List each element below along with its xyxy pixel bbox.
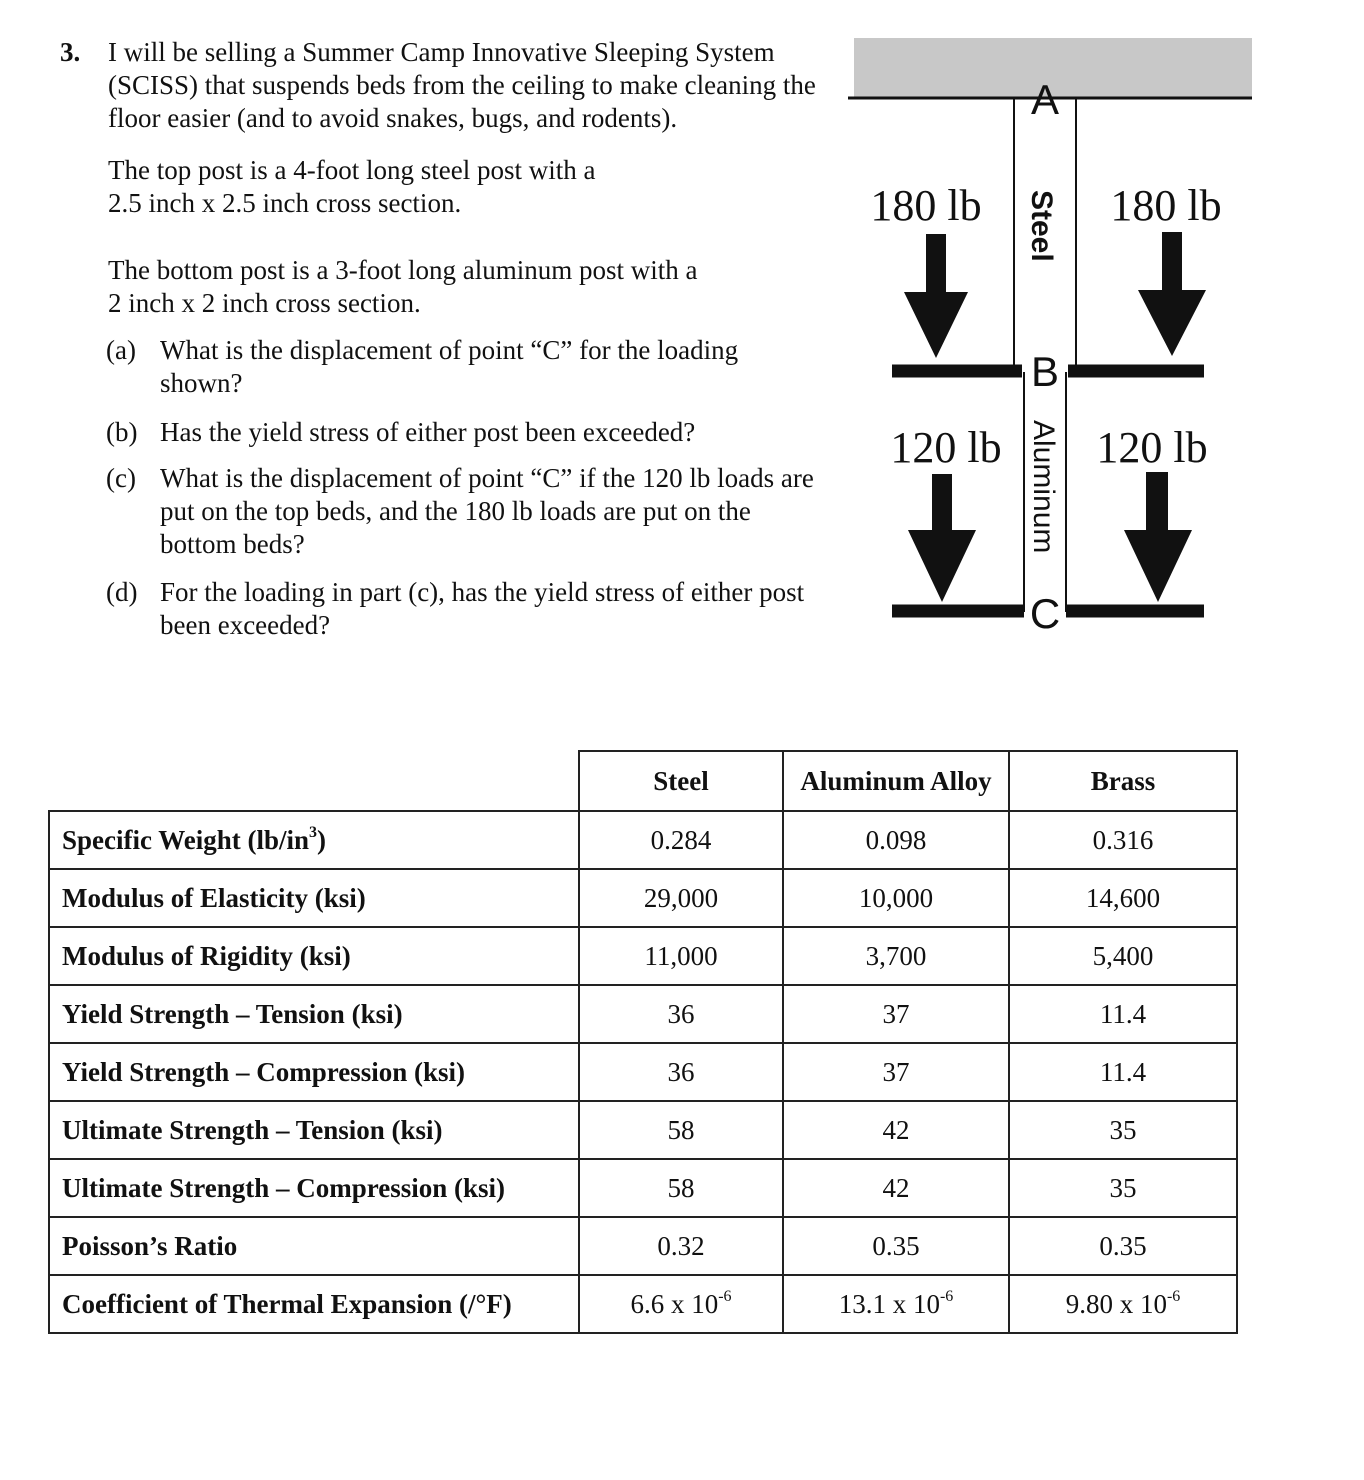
header-aluminum: Aluminum Alloy xyxy=(783,751,1009,811)
row-label-modulus-elasticity: Modulus of Elasticity (ksi) xyxy=(49,869,579,927)
top-load-right-arrow xyxy=(1138,232,1206,356)
table-row xyxy=(49,985,1237,1043)
top-load-left-label: 180 lb xyxy=(870,181,982,230)
bottom-load-right-label: 120 lb xyxy=(1096,423,1208,472)
table-row xyxy=(49,869,1237,927)
table-row xyxy=(49,1159,1237,1217)
cell-aluminum: 37 xyxy=(783,985,1009,1043)
cell-aluminum: 37 xyxy=(783,1043,1009,1101)
bottom-post-description: The bottom post is a 3-foot long aluminum post with a 2 inch x 2 inch cross section. xyxy=(108,255,698,318)
row-label-thermal-expansion: Coefficient of Thermal Expansion (/°F) xyxy=(49,1275,579,1333)
row-label-ultimate-tension: Ultimate Strength – Tension (ksi) xyxy=(49,1101,579,1159)
cell-aluminum: 0.35 xyxy=(783,1217,1009,1275)
row-label-specific-weight: Specific Weight $(lb/in^3)$ xyxy=(49,811,579,869)
point-b-label: B xyxy=(1030,348,1060,395)
table-row xyxy=(49,1275,1237,1333)
bottom-load-right-arrow xyxy=(1124,472,1192,602)
point-a-label: A xyxy=(1030,76,1060,123)
top-load-left-arrow xyxy=(904,234,968,358)
aluminum-post-label: Aluminum xyxy=(1027,420,1060,554)
point-c-label: C xyxy=(1029,590,1061,637)
table-header-row xyxy=(49,751,1237,811)
cell-brass: 9.80 x $10^{-6}$ xyxy=(1009,1275,1237,1333)
problem-number: 3. xyxy=(60,37,81,67)
cell-aluminum: 0.098 xyxy=(783,811,1009,869)
table-corner xyxy=(49,751,579,811)
bed-suspension-diagram xyxy=(848,36,1258,656)
table-row xyxy=(49,927,1237,985)
cell-aluminum: 42 xyxy=(783,1159,1009,1217)
row-label-modulus-rigidity: Modulus of Rigidity (ksi) xyxy=(49,927,579,985)
bottom-load-left-arrow xyxy=(908,474,976,602)
cell-brass: 0.35 xyxy=(1009,1217,1237,1275)
cell-steel: 58 xyxy=(579,1159,783,1217)
cell-brass: 35 xyxy=(1009,1159,1237,1217)
cell-steel: 0.284 xyxy=(579,811,783,869)
cell-steel: 29,000 xyxy=(579,869,783,927)
table-row xyxy=(49,1101,1237,1159)
cell-brass: 14,600 xyxy=(1009,869,1237,927)
cell-brass: 11.4 xyxy=(1009,985,1237,1043)
table-row xyxy=(49,1043,1237,1101)
top-post-description: The top post is a 4-foot long steel post with a 2.5 inch x 2.5 inch cross section. xyxy=(108,155,596,218)
cell-steel: 58 xyxy=(579,1101,783,1159)
row-label-ultimate-compression: Ultimate Strength – Compression (ksi) xyxy=(49,1159,579,1217)
problem-intro: I will be selling a Summer Camp Innovative Sleeping System (SCISS) that suspends beds from the ceiling to make cleaning the floor easier (and to avoid snakes, bugs, and rodents). xyxy=(108,37,816,133)
row-label-yield-compression: Yield Strength – Compression (ksi) xyxy=(49,1043,579,1101)
cell-steel: 36 xyxy=(579,1043,783,1101)
cell-aluminum: 10,000 xyxy=(783,869,1009,927)
table-row xyxy=(49,1217,1237,1275)
steel-post-label: Steel xyxy=(1025,190,1058,262)
cell-steel: 0.32 xyxy=(579,1217,783,1275)
cell-brass: 0.316 xyxy=(1009,811,1237,869)
cell-brass: 5,400 xyxy=(1009,927,1237,985)
cell-steel: 6.6 x $10^{-6}$ xyxy=(579,1275,783,1333)
cell-aluminum: 13.1 x $10^{-6}$ xyxy=(783,1275,1009,1333)
table-row xyxy=(49,811,1237,869)
bottom-load-left-label: 120 lb xyxy=(890,423,1002,472)
material-properties-table xyxy=(48,750,1238,1334)
cell-aluminum: 3,700 xyxy=(783,927,1009,985)
header-steel: Steel xyxy=(579,751,783,811)
cell-brass: 11.4 xyxy=(1009,1043,1237,1101)
header-brass: Brass xyxy=(1009,751,1237,811)
cell-steel: 36 xyxy=(579,985,783,1043)
cell-steel: 11,000 xyxy=(579,927,783,985)
top-load-right-label: 180 lb xyxy=(1110,181,1222,230)
cell-brass: 35 xyxy=(1009,1101,1237,1159)
row-label-yield-tension: Yield Strength – Tension (ksi) xyxy=(49,985,579,1043)
row-label-poissons-ratio: Poisson’s Ratio xyxy=(49,1217,579,1275)
cell-aluminum: 42 xyxy=(783,1101,1009,1159)
